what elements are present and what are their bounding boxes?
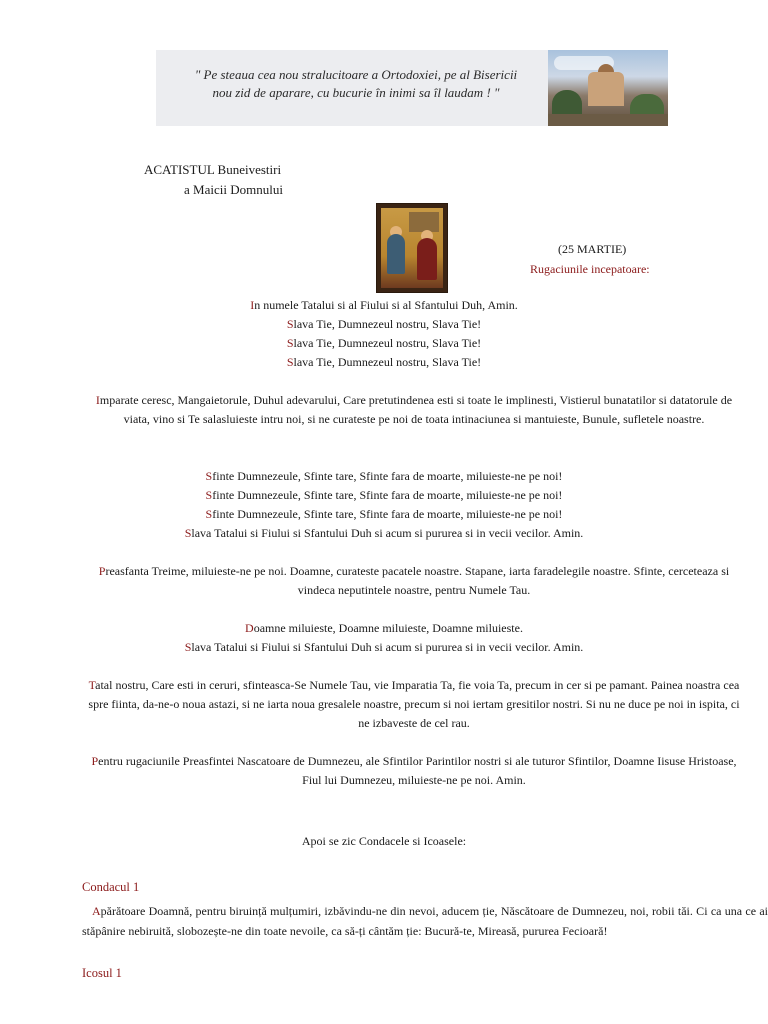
header-banner	[156, 50, 668, 126]
prayers-heading: Rugaciunile incepatoare:	[530, 262, 650, 276]
banner-quote-line1: " Pe steaua cea nou stralucitoare a Ortodoxiei, pe al Bisericii	[194, 67, 518, 82]
opening-line-1: In numele Tatalui si al Fiului si al Sfantului Duh, Amin.	[250, 298, 518, 312]
sfinte-line-3: Sfinte Dumnezeule, Sfinte tare, Sfinte fara de moarte, miluieste-ne pe noi!	[205, 507, 563, 521]
icosul-1-heading: Icosul 1	[82, 966, 122, 980]
condacul-1-heading: Condacul 1	[82, 880, 140, 894]
banner-quote	[166, 66, 546, 102]
sfinte-line-1: Sfinte Dumnezeule, Sfinte tare, Sfinte fara de moarte, miluieste-ne pe noi!	[205, 469, 563, 483]
sfinte-line-4: Slava Tatalui si Fiului si Sfantului Duh si acum si pururea si in vecii vecilor. Amin.	[184, 526, 584, 540]
tatal-nostru-prayer: Tatal nostru, Care esti in ceruri, sfinteasca-Se Numele Tau, vie Imparatia Ta, fie voia Ta, precum in cer si pe pamant. Painea noastra cea spre fiinta, da-ne-o noua astazi, si ne iarta noua gresalele noastre, precum si noi iertam gresitilor nostri. Si nu ne duce pe noi in ispita, ci ne izbaveste de cel rau.	[88, 678, 740, 730]
document-title: ACATISTUL Buneivestiri	[144, 162, 282, 177]
church-photo	[548, 50, 668, 126]
feast-date: (25 MARTIE)	[558, 242, 627, 256]
opening-line-3: Slava Tie, Dumnezeul nostru, Slava Tie!	[286, 336, 482, 350]
opening-line-2: Slava Tie, Dumnezeul nostru, Slava Tie!	[286, 317, 482, 331]
apoi-instruction: Apoi se zic Condacele si Icoasele:	[301, 834, 467, 848]
preasfanta-prayer: Preasfanta Treime, miluieste-ne pe noi. Doamne, curateste pacatele noastre. Stapane, iarta faradelegile noastre. Sfinte, cerceteaza si vindeca neputintele noastre, pentru Numele Tau.	[98, 564, 730, 597]
doamne-line-2: Slava Tatalui si Fiului si Sfantului Duh si acum si pururea si in vecii vecilor. Amin.	[184, 640, 584, 654]
annunciation-icon-image	[376, 203, 448, 293]
sfinte-line-2: Sfinte Dumnezeule, Sfinte tare, Sfinte fara de moarte, miluieste-ne pe noi!	[205, 488, 563, 502]
imparate-prayer: Imparate ceresc, Mangaietorule, Duhul adevarului, Care pretutindenea esti si toate le implinesti, Vistierul bunatatilor si datatorule de viata, vino si Te salasluieste intru noi, si ne curateste pe noi de toata intinaciunea si mantuieste, Bunule, sufletele noastre.	[95, 393, 733, 426]
doamne-line-1: Doamne miluieste, Doamne miluieste, Doamne miluieste.	[245, 621, 523, 635]
document-subtitle: a Maicii Domnului	[184, 182, 283, 197]
banner-quote-line2: nou zid de aparare, cu bucurie în inimi sa îl laudam ! "	[212, 85, 500, 100]
condacul-1-text: Apărătoare Doamnă, pentru biruință mulțumiri, izbăvindu-ne din nevoi, aducem ție, Născătoare de Dumnezeu, noi, robii tăi. Ci ca una ce ai stăpânire nebiruită, slobozește-ne din toate nevoile, ca să-ți cântăm ție: Bucură-te, Mireasă, pururea Fecioară!	[82, 904, 768, 938]
pentru-rugaciunile-prayer: Pentru rugaciunile Preasfintei Nascatoare de Dumnezeu, ale Sfintilor Parintilor nostri si ale tuturor Sfintilor, Doamne Iisuse Hristoase, Fiul lui Dumnezeu, miluieste-ne pe noi. Amin.	[91, 754, 737, 787]
opening-line-4: Slava Tie, Dumnezeul nostru, Slava Tie!	[286, 355, 482, 369]
